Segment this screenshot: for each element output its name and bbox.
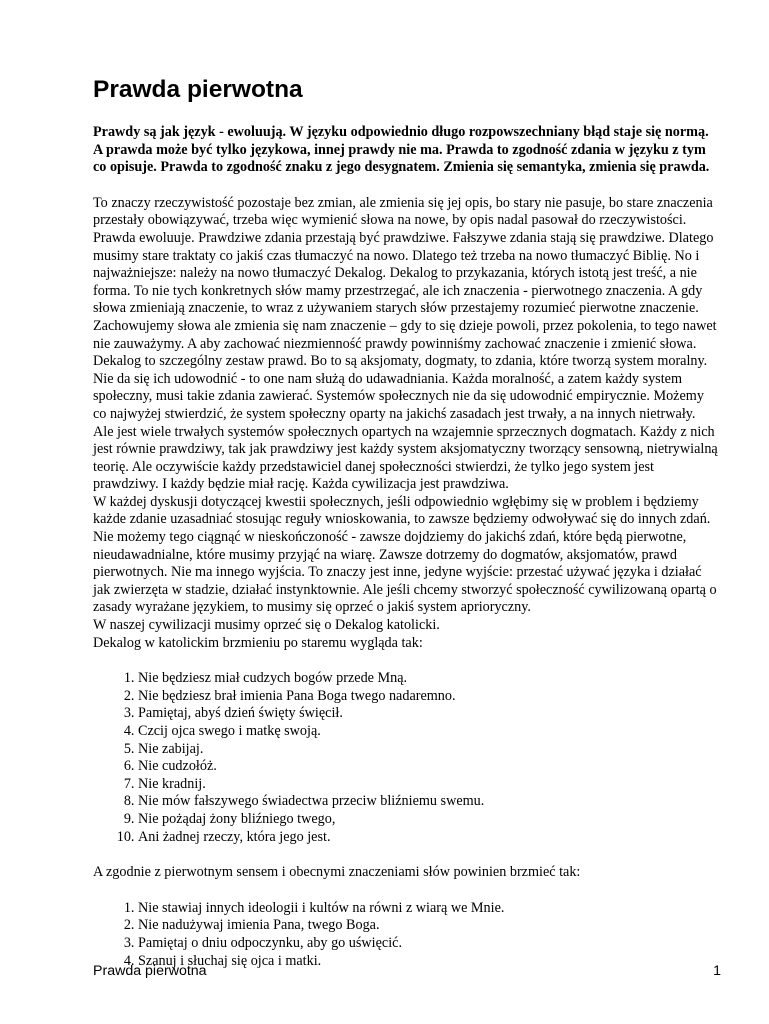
body-line: W każdej dyskusji dotyczącej kwestii społecznych, jeśli odpowiednio wgłębimy się w problem i będziemy: [93, 493, 699, 510]
list-item: 4. Czcij ojca swego i matkę swoją.: [138, 723, 680, 741]
list-item: 1. Nie będziesz miał cudzych bogów przede Mną.: [138, 670, 680, 688]
body-line: prawdziwy. I każdy będzie miał rację. Każda cywilizacja jest prawdziwa.: [93, 476, 509, 493]
body-line: musimy stare traktaty co jakiś czas tłumaczyć na nowo. Dlatego też trzeba na nowo tłumaczyć Biblię. No i: [93, 247, 700, 264]
body-line: każde zdanie uzasadniać stosując reguły wnioskowania, to zawsze będziemy odwoływać się do innych zdań.: [93, 511, 711, 528]
lead-paragraph: [93, 124, 710, 177]
body-line: Ale jest wiele trwałych systemów społecznych opartych na wzajemnie sprzecznych dogmatach. Każdy z nich: [93, 423, 715, 440]
page-title: Prawda pierwotna: [93, 76, 303, 103]
lead-line: Prawdy są jak język - ewoluują. W języku odpowiednio długo rozpowszechniany błąd staje się normą.: [93, 124, 709, 140]
paragraph-gap: [93, 882, 680, 900]
footer-title: Prawda pierwotna: [93, 963, 207, 979]
body-line: przestały obowiązywać, trzeba więc wymienić słowa na nowe, by opis nadal pasował do rzeczywistości.: [93, 212, 687, 229]
body-line: forma. To nie tych konkretnych słów mamy przestrzegać, ale ich znaczenia - pierwotnego znaczenia. A gdy: [93, 282, 703, 299]
list-item: 6. Nie cudzołóż.: [138, 758, 680, 776]
old-commandments-list: [93, 670, 680, 846]
list-item: 2. Nie będziesz brał imienia Pana Boga twego nadaremno.: [138, 688, 680, 706]
body-line: Dekalog to szczególny zestaw prawd. Bo to są aksjomaty, dogmaty, to zdania, które tworzą system moralny.: [93, 353, 708, 370]
new-commandments-intro: A zgodnie z pierwotnym sensem i obecnymi znaczeniami słów powinien brzmieć tak:: [93, 864, 581, 881]
list-item: 4. Szanuj i słuchaj się ojca i matki.: [138, 953, 680, 971]
paragraph-gap: [93, 177, 680, 195]
list-item: 3. Pamiętaj, abyś dzień święty święcił.: [138, 705, 680, 723]
list-item: 9. Nie pożądaj żony bliźniego twego,: [138, 811, 680, 829]
body-line: To znaczy rzeczywistość pozostaje bez zmian, ale zmienia się jej opis, bo stary nie pasuje, bo stare znaczenia: [93, 194, 713, 211]
list-item: 7. Nie kradnij.: [138, 776, 680, 794]
body-line: społeczny, musi takie zdania zawierać. Systemów społecznych nie da się udowodnić empirycznie. Możemy: [93, 388, 704, 405]
list-item: 8. Nie mów fałszywego świadectwa przeciw bliźniemu swemu.: [138, 793, 680, 811]
body-line: zasady wyrażane językiem, to musimy się oprzeć o jakiś system aprioryczny.: [93, 599, 531, 616]
footer-page-number: 1: [713, 963, 721, 979]
list-item: 10. Ani żadnej rzeczy, która jego jest.: [138, 829, 680, 847]
body-line: nie zauważymy. A aby zachować niezmienność prawdy powinniśmy zachować znaczenie i zmienić słowa.: [93, 335, 697, 352]
body-line: Nie da się ich udowodnić - to one nam służą do udawadniania. Każda moralność, a zatem każdy system: [93, 370, 682, 387]
body-line: co najwyżej stwierdzić, że system społeczny oparty na jakichś zasadach jest trwały, a na innych nietrwały.: [93, 405, 696, 422]
body-line: Dekalog w katolickim brzmieniu po staremu wygląda tak:: [93, 634, 423, 651]
body-line: W naszej cywilizacji musimy oprzeć się o Dekalog katolicki.: [93, 617, 440, 634]
paragraph-gap: [93, 846, 680, 864]
list-item: 2. Nie nadużywaj imienia Pana, twego Boga.: [138, 917, 680, 935]
body-line: Nie możemy tego ciągnąć w nieskończoność - zawsze dojdziemy do jakichś zdań, które będą pierwotne,: [93, 529, 687, 546]
body-line: Prawda ewoluuje. Prawdziwe zdania przestają być prawdziwe. Fałszywe zdania stają się prawdziwe. Dlatego: [93, 229, 714, 246]
body-line: najważniejsze: należy na nowo tłumaczyć Dekalog. Dekalog to przykazania, których istotą jest treść, a nie: [93, 265, 697, 282]
list-item: 3. Pamiętaj o dniu odpoczynku, aby go uświęcić.: [138, 935, 680, 953]
new-commandments-list: [93, 900, 680, 970]
body-line: teorię. Ale oczywiście każdy przedstawiciel danej społeczności stwierdzi, że tylko jego system jest: [93, 458, 655, 475]
document-content: [93, 124, 718, 970]
body-line: pierwotnych. Nie ma innego wyjścia. To znaczy jest inne, jedyne wyjście: przestać używać języka i działać: [93, 564, 702, 581]
body-text: [93, 194, 718, 652]
body-line: jest równie prawdziwy, tak jak prawdziwy jest każdy system aksjomatyczny tworzący sensowną, nietrywialną: [93, 441, 718, 458]
list-item: 1. Nie stawiaj innych ideologii i kultów na równi z wiarą we Mnie.: [138, 900, 680, 918]
lead-line: co opisuje. Prawda to zgodność znaku z jego desygnatem. Zmienia się semantyka, zmienia się prawda.: [93, 159, 710, 176]
paragraph-gap: [93, 652, 680, 670]
body-line: Zachowujemy słowa ale zmienia się nam znaczenie – gdy to się dzieje powoli, przez pokolenia, to tego nawet: [93, 317, 717, 334]
body-line: słowa zmieniają znaczenie, to wraz z używaniem starych słów przestajemy rozumieć pierwotne znaczenie.: [93, 300, 699, 317]
body-line: nieudawadnialne, które musimy przyjąć na wiarę. Zawsze dotrzemy do dogmatów, aksjomatów, prawd: [93, 546, 677, 563]
list-item: 5. Nie zabijaj.: [138, 741, 680, 759]
body-line: jak zwierzęta w stadzie, działać instynktownie. Ale jeśli chcemy stworzyć społeczność cywilizowaną opartą o: [93, 581, 717, 598]
lead-line: A prawda może być tylko językowa, innej prawdy nie ma. Prawda to zgodność zdania w języku z tym: [93, 141, 706, 158]
